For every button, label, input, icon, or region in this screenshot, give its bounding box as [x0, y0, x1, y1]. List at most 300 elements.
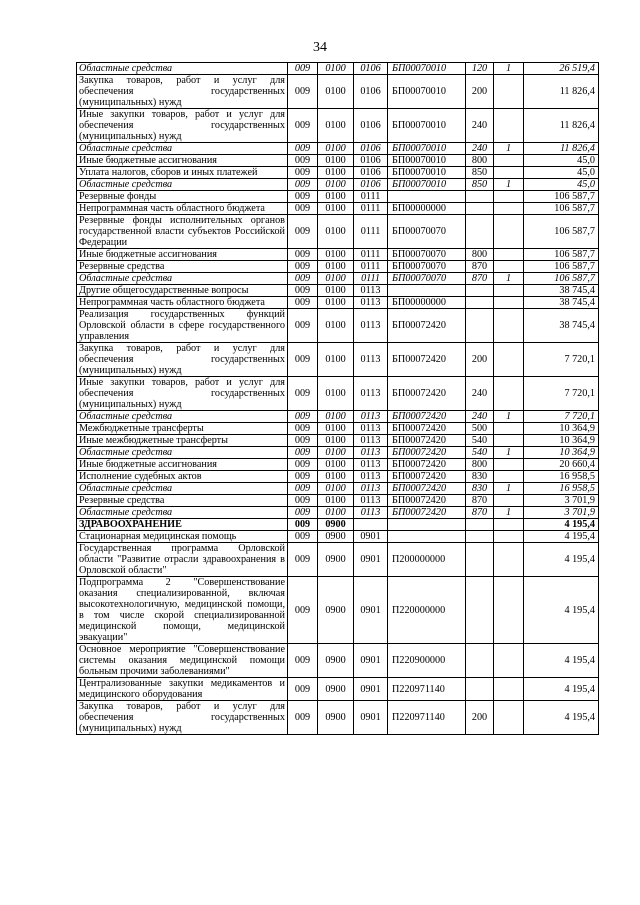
target-article-cell: П220971140	[388, 701, 466, 735]
row-name-cell: Непрограммная часть областного бюджета	[77, 297, 288, 309]
target-article-cell: П200000000	[388, 543, 466, 577]
target-article-cell: БП00070070	[388, 249, 466, 261]
target-article-cell: БП00072420	[388, 343, 466, 377]
section-code-cell: 0100	[318, 273, 354, 285]
target-article-cell: БП00070010	[388, 75, 466, 109]
table-row	[77, 701, 599, 735]
subsection-code-cell: 0113	[354, 507, 388, 519]
subsection-code-cell: 0113	[354, 423, 388, 435]
table-row	[77, 435, 599, 447]
row-name-cell: Областные средства	[77, 179, 288, 191]
subsection-code-cell: 0113	[354, 483, 388, 495]
ved-code-cell: 009	[288, 447, 318, 459]
table-row	[77, 577, 599, 644]
section-code-cell: 0100	[318, 495, 354, 507]
expense-type-cell	[466, 309, 494, 343]
amount-cell: 106 587,7	[524, 191, 599, 203]
row-name-cell: Областные средства	[77, 483, 288, 495]
subsection-code-cell: 0111	[354, 273, 388, 285]
subsection-code-cell: 0113	[354, 309, 388, 343]
section-code-cell: 0900	[318, 577, 354, 644]
section-code-cell: 0900	[318, 644, 354, 678]
section-code-cell: 0900	[318, 678, 354, 701]
source-flag-cell	[494, 343, 524, 377]
subsection-code-cell: 0106	[354, 63, 388, 75]
subsection-code-cell: 0901	[354, 531, 388, 543]
row-name-cell: Резервные фонды	[77, 191, 288, 203]
amount-cell: 4 195,4	[524, 644, 599, 678]
subsection-code-cell: 0106	[354, 75, 388, 109]
expense-type-cell	[466, 531, 494, 543]
subsection-code-cell: 0113	[354, 343, 388, 377]
source-flag-cell	[494, 543, 524, 577]
amount-cell: 106 587,7	[524, 273, 599, 285]
row-name-cell: Областные средства	[77, 507, 288, 519]
table-row	[77, 75, 599, 109]
row-name-cell: Иные закупки товаров, работ и услуг для обеспечения государственных (муниципальных) нужд	[77, 377, 288, 411]
amount-cell: 7 720,1	[524, 411, 599, 423]
expense-type-cell: 870	[466, 495, 494, 507]
expense-type-cell: 200	[466, 701, 494, 735]
row-name-cell: Резервные фонды исполнительных органов государственной власти субъектов Российской Федерации	[77, 215, 288, 249]
ved-code-cell: 009	[288, 215, 318, 249]
row-name-cell: Централизованные закупки медикаментов и медицинского оборудования	[77, 678, 288, 701]
source-flag-cell	[494, 377, 524, 411]
amount-cell: 106 587,7	[524, 203, 599, 215]
row-name-cell: Основное мероприятие "Совершенствование системы оказания медицинской помощи больным прочими заболеваниями"	[77, 644, 288, 678]
ved-code-cell: 009	[288, 483, 318, 495]
amount-cell: 11 826,4	[524, 75, 599, 109]
section-code-cell: 0100	[318, 507, 354, 519]
target-article-cell: БП00070010	[388, 155, 466, 167]
amount-cell: 38 745,4	[524, 309, 599, 343]
source-flag-cell	[494, 701, 524, 735]
table-row	[77, 309, 599, 343]
expense-type-cell: 830	[466, 471, 494, 483]
row-name-cell: Иные межбюджетные трансферты	[77, 435, 288, 447]
target-article-cell: БП00072420	[388, 377, 466, 411]
budget-table-body	[77, 63, 599, 735]
source-flag-cell	[494, 678, 524, 701]
expense-type-cell: 800	[466, 459, 494, 471]
source-flag-cell	[494, 435, 524, 447]
subsection-code-cell: 0106	[354, 143, 388, 155]
source-flag-cell	[494, 297, 524, 309]
amount-cell: 38 745,4	[524, 285, 599, 297]
ved-code-cell: 009	[288, 75, 318, 109]
source-flag-cell	[494, 191, 524, 203]
ved-code-cell: 009	[288, 678, 318, 701]
ved-code-cell: 009	[288, 644, 318, 678]
table-row	[77, 203, 599, 215]
row-name-cell: Иные бюджетные ассигнования	[77, 249, 288, 261]
table-row	[77, 423, 599, 435]
ved-code-cell: 009	[288, 411, 318, 423]
subsection-code-cell: 0113	[354, 411, 388, 423]
row-name-cell: Резервные средства	[77, 495, 288, 507]
source-flag-cell	[494, 459, 524, 471]
subsection-code-cell: 0113	[354, 495, 388, 507]
subsection-code-cell: 0901	[354, 701, 388, 735]
target-article-cell: БП00070010	[388, 109, 466, 143]
section-code-cell: 0100	[318, 261, 354, 273]
amount-cell: 16 958,5	[524, 471, 599, 483]
section-code-cell: 0100	[318, 215, 354, 249]
amount-cell: 106 587,7	[524, 215, 599, 249]
amount-cell: 4 195,4	[524, 519, 599, 531]
ved-code-cell: 009	[288, 459, 318, 471]
table-row	[77, 483, 599, 495]
section-code-cell: 0100	[318, 167, 354, 179]
expense-type-cell: 830	[466, 483, 494, 495]
section-code-cell: 0100	[318, 343, 354, 377]
target-article-cell: БП00070070	[388, 261, 466, 273]
target-article-cell: БП00072420	[388, 423, 466, 435]
target-article-cell: БП00072420	[388, 435, 466, 447]
source-flag-cell: 1	[494, 447, 524, 459]
expense-type-cell	[466, 297, 494, 309]
expense-type-cell: 540	[466, 435, 494, 447]
section-code-cell: 0100	[318, 483, 354, 495]
subsection-code-cell: 0113	[354, 447, 388, 459]
subsection-code-cell: 0111	[354, 249, 388, 261]
table-row	[77, 678, 599, 701]
table-row	[77, 261, 599, 273]
ved-code-cell: 009	[288, 377, 318, 411]
subsection-code-cell: 0106	[354, 179, 388, 191]
section-code-cell: 0100	[318, 459, 354, 471]
table-row	[77, 191, 599, 203]
ved-code-cell: 009	[288, 519, 318, 531]
budget-table	[76, 62, 599, 735]
row-name-cell: Межбюджетные трансферты	[77, 423, 288, 435]
source-flag-cell	[494, 155, 524, 167]
subsection-code-cell: 0113	[354, 285, 388, 297]
ved-code-cell: 009	[288, 109, 318, 143]
subsection-code-cell: 0106	[354, 155, 388, 167]
subsection-code-cell: 0901	[354, 678, 388, 701]
target-article-cell: БП00070010	[388, 143, 466, 155]
target-article-cell	[388, 519, 466, 531]
expense-type-cell: 870	[466, 261, 494, 273]
expense-type-cell	[466, 215, 494, 249]
ved-code-cell: 009	[288, 423, 318, 435]
target-article-cell: БП00000000	[388, 203, 466, 215]
expense-type-cell: 850	[466, 167, 494, 179]
amount-cell: 106 587,7	[524, 249, 599, 261]
table-row	[77, 179, 599, 191]
subsection-code-cell: 0111	[354, 215, 388, 249]
section-code-cell: 0100	[318, 191, 354, 203]
amount-cell: 20 660,4	[524, 459, 599, 471]
ved-code-cell: 009	[288, 191, 318, 203]
amount-cell: 7 720,1	[524, 343, 599, 377]
amount-cell: 45,0	[524, 167, 599, 179]
amount-cell: 45,0	[524, 179, 599, 191]
table-row	[77, 109, 599, 143]
amount-cell: 7 720,1	[524, 377, 599, 411]
section-code-cell: 0100	[318, 249, 354, 261]
table-row	[77, 155, 599, 167]
section-code-cell: 0100	[318, 411, 354, 423]
row-name-cell: Закупка товаров, работ и услуг для обеспечения государственных (муниципальных) нужд	[77, 75, 288, 109]
section-code-cell: 0100	[318, 179, 354, 191]
expense-type-cell: 240	[466, 411, 494, 423]
target-article-cell	[388, 285, 466, 297]
subsection-code-cell: 0111	[354, 261, 388, 273]
subsection-code-cell: 0901	[354, 543, 388, 577]
target-article-cell: БП00070010	[388, 167, 466, 179]
section-code-cell: 0100	[318, 377, 354, 411]
table-row	[77, 644, 599, 678]
expense-type-cell	[466, 678, 494, 701]
row-name-cell: Областные средства	[77, 63, 288, 75]
section-code-cell: 0900	[318, 531, 354, 543]
expense-type-cell	[466, 577, 494, 644]
target-article-cell: БП00072420	[388, 483, 466, 495]
expense-type-cell: 240	[466, 143, 494, 155]
ved-code-cell: 009	[288, 471, 318, 483]
source-flag-cell: 1	[494, 411, 524, 423]
table-row	[77, 273, 599, 285]
amount-cell: 45,0	[524, 155, 599, 167]
ved-code-cell: 009	[288, 155, 318, 167]
target-article-cell: БП00070070	[388, 215, 466, 249]
amount-cell: 38 745,4	[524, 297, 599, 309]
section-code-cell: 0100	[318, 155, 354, 167]
ved-code-cell: 009	[288, 309, 318, 343]
source-flag-cell	[494, 261, 524, 273]
page-number: 34	[313, 40, 327, 55]
section-code-cell: 0100	[318, 447, 354, 459]
table-row	[77, 377, 599, 411]
table-row	[77, 459, 599, 471]
ved-code-cell: 009	[288, 495, 318, 507]
subsection-code-cell	[354, 519, 388, 531]
section-code-cell: 0100	[318, 143, 354, 155]
row-name-cell: Областные средства	[77, 143, 288, 155]
expense-type-cell: 540	[466, 447, 494, 459]
target-article-cell: БП00072420	[388, 411, 466, 423]
expense-type-cell: 200	[466, 75, 494, 109]
row-name-cell: Непрограммная часть областного бюджета	[77, 203, 288, 215]
amount-cell: 4 195,4	[524, 577, 599, 644]
source-flag-cell	[494, 285, 524, 297]
table-row	[77, 63, 599, 75]
subsection-code-cell: 0113	[354, 377, 388, 411]
row-name-cell: Областные средства	[77, 411, 288, 423]
ved-code-cell: 009	[288, 63, 318, 75]
row-name-cell: ЗДРАВООХРАНЕНИЕ	[77, 519, 288, 531]
expense-type-cell: 850	[466, 179, 494, 191]
section-code-cell: 0100	[318, 285, 354, 297]
section-code-cell: 0100	[318, 75, 354, 109]
ved-code-cell: 009	[288, 203, 318, 215]
table-row	[77, 531, 599, 543]
section-code-cell: 0100	[318, 423, 354, 435]
row-name-cell: Иные закупки товаров, работ и услуг для обеспечения государственных (муниципальных) нужд	[77, 109, 288, 143]
section-code-cell: 0100	[318, 297, 354, 309]
ved-code-cell: 009	[288, 531, 318, 543]
target-article-cell	[388, 531, 466, 543]
row-name-cell: Закупка товаров, работ и услуг для обеспечения государственных (муниципальных) нужд	[77, 343, 288, 377]
expense-type-cell: 240	[466, 377, 494, 411]
amount-cell: 10 364,9	[524, 435, 599, 447]
expense-type-cell	[466, 191, 494, 203]
target-article-cell: БП00072420	[388, 447, 466, 459]
amount-cell: 106 587,7	[524, 261, 599, 273]
ved-code-cell: 009	[288, 249, 318, 261]
ved-code-cell: 009	[288, 167, 318, 179]
subsection-code-cell: 0111	[354, 191, 388, 203]
source-flag-cell: 1	[494, 179, 524, 191]
source-flag-cell	[494, 577, 524, 644]
row-name-cell: Иные бюджетные ассигнования	[77, 155, 288, 167]
subsection-code-cell: 0901	[354, 577, 388, 644]
amount-cell: 3 701,9	[524, 495, 599, 507]
amount-cell: 4 195,4	[524, 543, 599, 577]
amount-cell: 26 519,4	[524, 63, 599, 75]
row-name-cell: Исполнение судебных актов	[77, 471, 288, 483]
amount-cell: 4 195,4	[524, 678, 599, 701]
table-row	[77, 343, 599, 377]
table-row	[77, 411, 599, 423]
target-article-cell: БП00070010	[388, 63, 466, 75]
source-flag-cell: 1	[494, 143, 524, 155]
subsection-code-cell: 0113	[354, 471, 388, 483]
source-flag-cell	[494, 519, 524, 531]
table-row	[77, 507, 599, 519]
expense-type-cell: 200	[466, 343, 494, 377]
source-flag-cell	[494, 309, 524, 343]
source-flag-cell	[494, 423, 524, 435]
row-name-cell: Резервные средства	[77, 261, 288, 273]
source-flag-cell	[494, 75, 524, 109]
ved-code-cell: 009	[288, 179, 318, 191]
row-name-cell: Закупка товаров, работ и услуг для обеспечения государственных (муниципальных) нужд	[77, 701, 288, 735]
source-flag-cell	[494, 203, 524, 215]
source-flag-cell	[494, 644, 524, 678]
expense-type-cell: 800	[466, 155, 494, 167]
row-name-cell: Иные бюджетные ассигнования	[77, 459, 288, 471]
section-code-cell: 0100	[318, 309, 354, 343]
amount-cell: 11 826,4	[524, 143, 599, 155]
expense-type-cell	[466, 285, 494, 297]
ved-code-cell: 009	[288, 577, 318, 644]
subsection-code-cell: 0113	[354, 297, 388, 309]
table-row	[77, 519, 599, 531]
ved-code-cell: 009	[288, 543, 318, 577]
expense-type-cell	[466, 203, 494, 215]
target-article-cell: БП00072420	[388, 459, 466, 471]
amount-cell: 4 195,4	[524, 531, 599, 543]
expense-type-cell	[466, 543, 494, 577]
row-name-cell: Другие общегосударственные вопросы	[77, 285, 288, 297]
target-article-cell: П220971140	[388, 678, 466, 701]
source-flag-cell	[494, 249, 524, 261]
section-code-cell: 0100	[318, 203, 354, 215]
row-name-cell: Уплата налогов, сборов и иных платежей	[77, 167, 288, 179]
table-row	[77, 447, 599, 459]
subsection-code-cell: 0111	[354, 203, 388, 215]
row-name-cell: Областные средства	[77, 447, 288, 459]
section-code-cell: 0900	[318, 543, 354, 577]
section-code-cell: 0900	[318, 519, 354, 531]
target-article-cell: БП00000000	[388, 297, 466, 309]
source-flag-cell: 1	[494, 63, 524, 75]
expense-type-cell	[466, 519, 494, 531]
target-article-cell: П220000000	[388, 577, 466, 644]
table-row	[77, 167, 599, 179]
section-code-cell: 0100	[318, 63, 354, 75]
expense-type-cell: 240	[466, 109, 494, 143]
expense-type-cell	[466, 644, 494, 678]
section-code-cell: 0100	[318, 471, 354, 483]
source-flag-cell	[494, 495, 524, 507]
target-article-cell: БП00072420	[388, 507, 466, 519]
amount-cell: 10 364,9	[524, 423, 599, 435]
target-article-cell: П220900000	[388, 644, 466, 678]
target-article-cell: БП00072420	[388, 309, 466, 343]
row-name-cell: Подпрограмма 2 "Совершенствование оказания специализированной, включая высокотехнологичную, медицинской помощи, в том числе скорой специализированной медицинской помощи, медицинской эвакуации"	[77, 577, 288, 644]
section-code-cell: 0900	[318, 701, 354, 735]
ved-code-cell: 009	[288, 701, 318, 735]
subsection-code-cell: 0113	[354, 459, 388, 471]
table-row	[77, 143, 599, 155]
table-row	[77, 297, 599, 309]
row-name-cell: Реализация государственных функций Орловской области в сфере государственного управления	[77, 309, 288, 343]
ved-code-cell: 009	[288, 507, 318, 519]
expense-type-cell: 870	[466, 507, 494, 519]
target-article-cell: БП00070010	[388, 179, 466, 191]
table-row	[77, 215, 599, 249]
table-row	[77, 249, 599, 261]
table-row	[77, 495, 599, 507]
subsection-code-cell: 0106	[354, 109, 388, 143]
subsection-code-cell: 0113	[354, 435, 388, 447]
section-code-cell: 0100	[318, 435, 354, 447]
source-flag-cell	[494, 167, 524, 179]
ved-code-cell: 009	[288, 343, 318, 377]
target-article-cell: БП00072420	[388, 495, 466, 507]
target-article-cell: БП00070070	[388, 273, 466, 285]
expense-type-cell: 500	[466, 423, 494, 435]
ved-code-cell: 009	[288, 273, 318, 285]
ved-code-cell: 009	[288, 297, 318, 309]
amount-cell: 3 701,9	[524, 507, 599, 519]
source-flag-cell	[494, 109, 524, 143]
subsection-code-cell: 0901	[354, 644, 388, 678]
source-flag-cell: 1	[494, 483, 524, 495]
source-flag-cell: 1	[494, 273, 524, 285]
ved-code-cell: 009	[288, 285, 318, 297]
target-article-cell: БП00072420	[388, 471, 466, 483]
subsection-code-cell: 0106	[354, 167, 388, 179]
row-name-cell: Стационарная медицинская помощь	[77, 531, 288, 543]
source-flag-cell: 1	[494, 507, 524, 519]
expense-type-cell: 870	[466, 273, 494, 285]
section-code-cell: 0100	[318, 109, 354, 143]
table-row	[77, 285, 599, 297]
amount-cell: 16 958,5	[524, 483, 599, 495]
table-row	[77, 543, 599, 577]
row-name-cell: Областные средства	[77, 273, 288, 285]
expense-type-cell: 120	[466, 63, 494, 75]
target-article-cell	[388, 191, 466, 203]
row-name-cell: Государственная программа Орловской области "Развитие отрасли здравоохранения в Орловской области"	[77, 543, 288, 577]
ved-code-cell: 009	[288, 261, 318, 273]
ved-code-cell: 009	[288, 143, 318, 155]
